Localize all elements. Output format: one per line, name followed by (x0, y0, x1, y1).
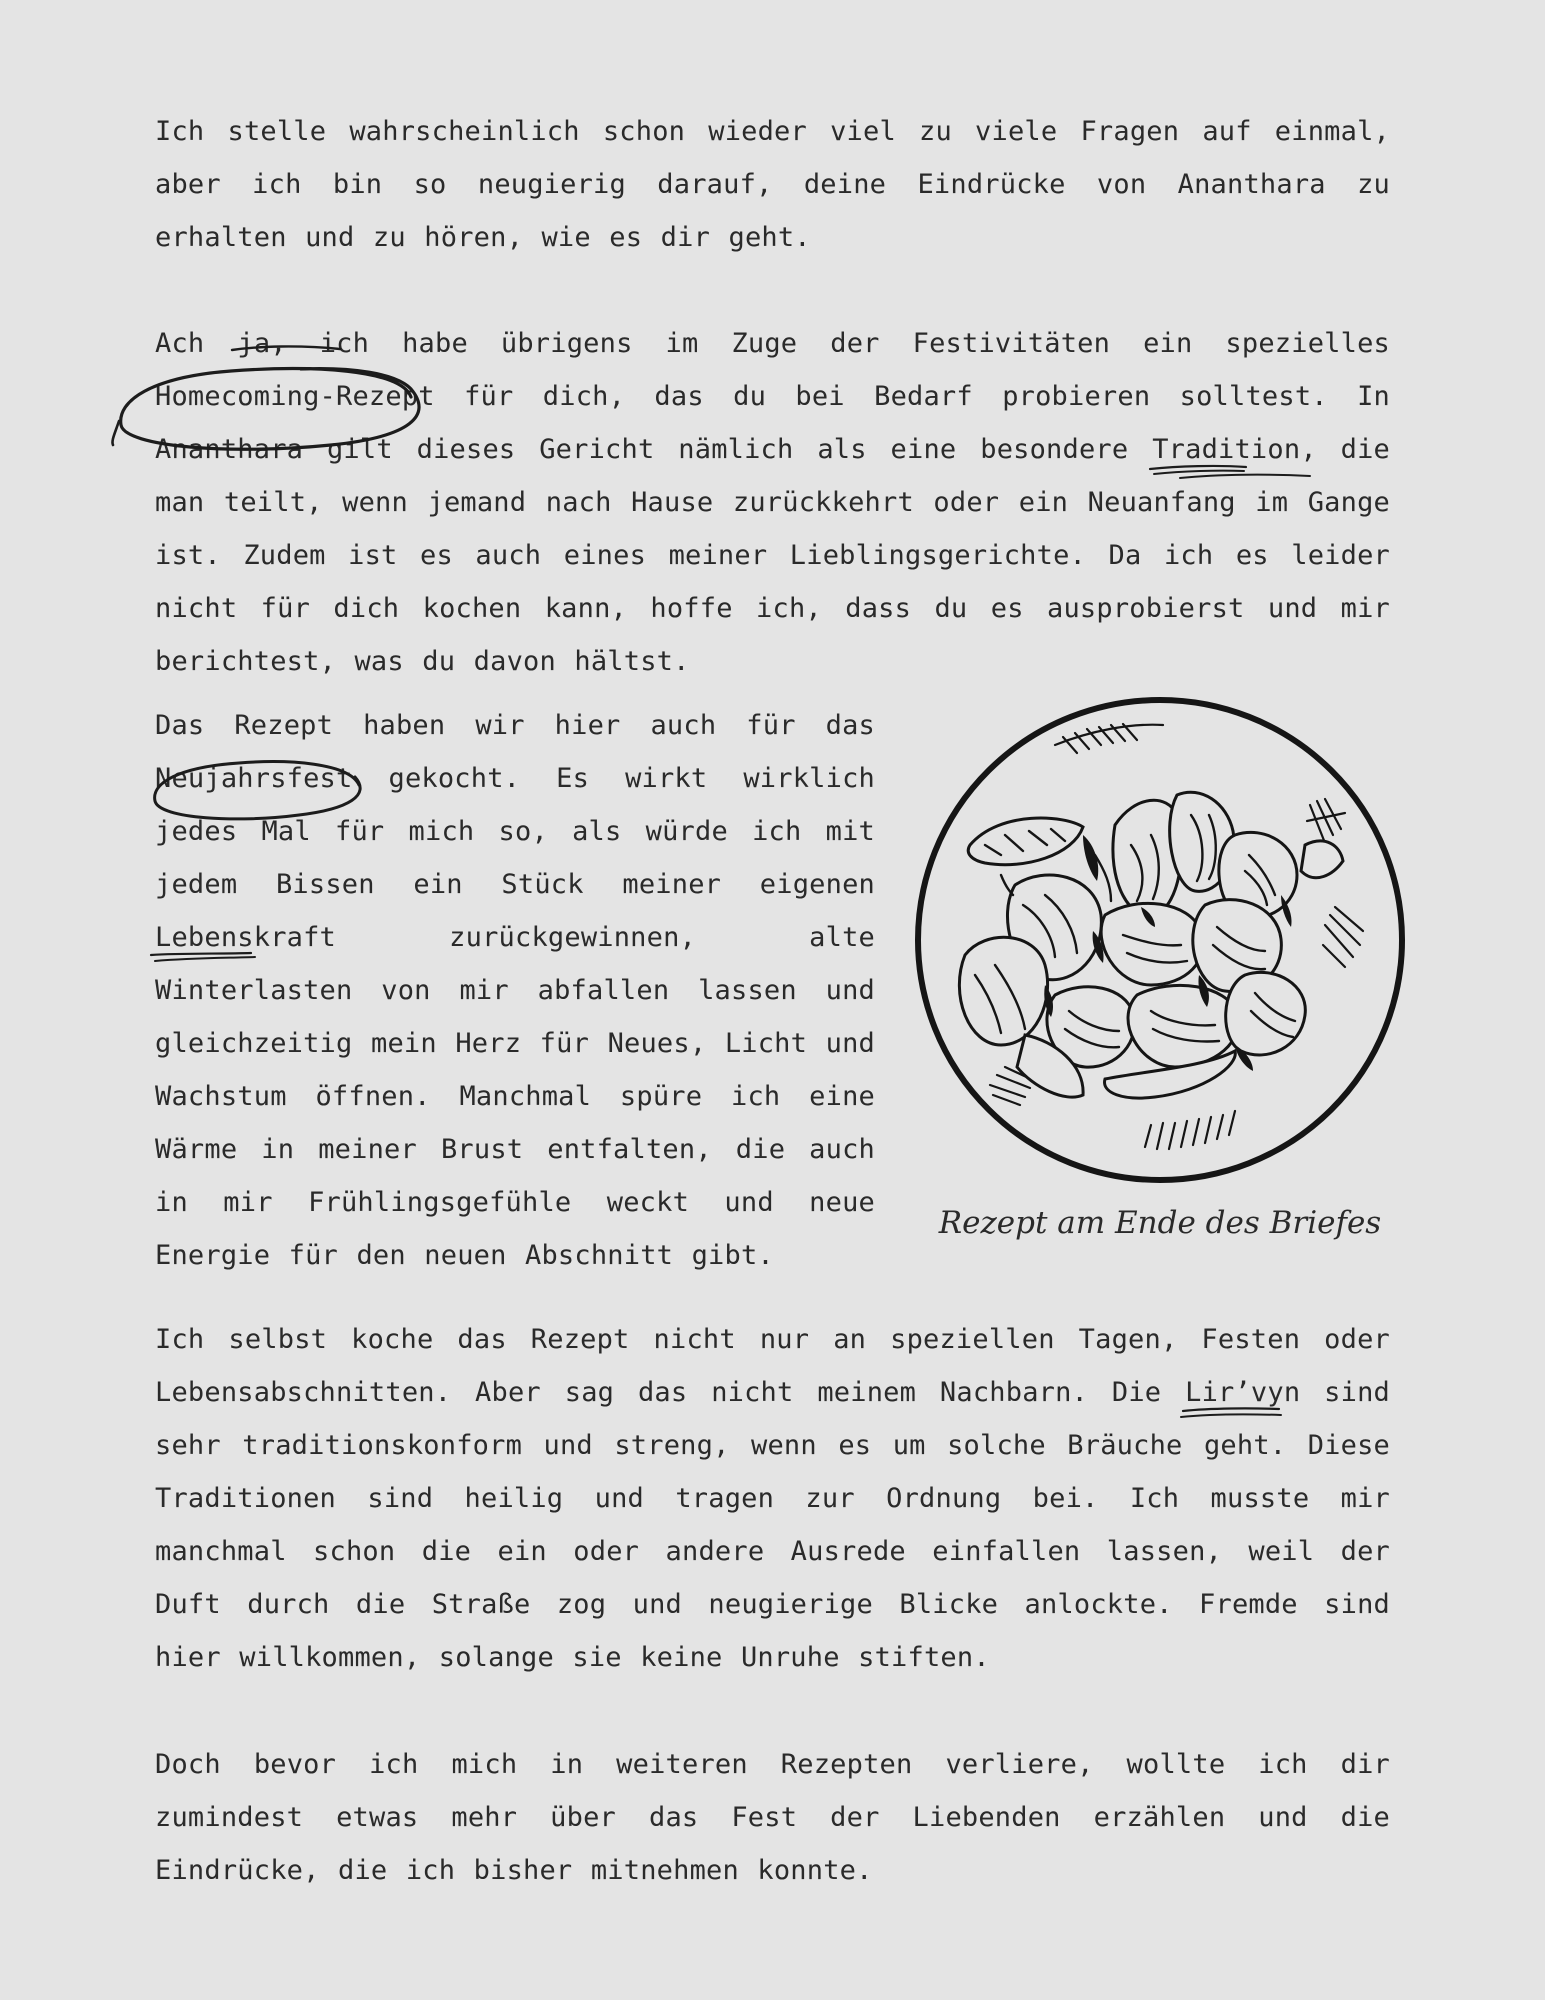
highlight-text: Homecoming-Rezept (155, 381, 435, 412)
circled-homecoming-recipe (155, 381, 435, 412)
text-segment: zurückgewinnen, alte Winterlasten von mir abfallen lassen und gleichzeitig mein Herz für Neues, Licht und Wachstum öffnen. Manchmal spüre ich eine Wärme in meiner Brust entfalten, die auch in mir Frühlingsgefühle weckt und neue Energie für den neuen Abschnitt gibt. (155, 922, 875, 1271)
highlight-text: Lebenskraft (155, 922, 337, 953)
paragraph-homecoming (155, 317, 1390, 688)
text-segment: Das Rezept haben wir hier auch für das (155, 710, 875, 741)
paragraph-fest-der-liebenden: Doch bevor ich mich in weiteren Rezepten verliere, wollte ich dir zumindest etwas mehr über das Fest der Liebenden erzählen und die Eindrücke, die ich bisher mitnehmen konnte. (155, 1749, 1390, 1886)
illustration-caption: Rezept am Ende des Briefes (938, 1205, 1382, 1241)
text-segment: für dich, das du bei Bedarf probieren solltest. In Ananthara gilt dieses Gericht nämlich als eine besondere (155, 381, 1390, 465)
circled-neujahrsfest (155, 763, 352, 794)
text-segment: sind sehr traditionskonform und streng, wenn es um solche Bräuche geht. Diese Traditionen sind heilig und tragen zur Ordnung bei. Ich musste mir manchmal schon die ein oder andere Ausrede einfallen lassen, weil der Duft durch die Straße zog und neugierige Blicke anlockte. Fremde sind hier willkommen, solange sie keine Unruhe stiften. (155, 1377, 1390, 1673)
underlined-lirvyn (1185, 1377, 1300, 1408)
highlight-text: Neujahrsfest (155, 763, 353, 794)
text-segment: Ich selbst koche das Rezept nicht nur an speziellen Tagen, Festen oder Lebensabschnitten. Aber sag das nicht meinem Nachbarn. Die (155, 1324, 1390, 1408)
food-bowl-sketch-icon (905, 695, 1415, 1185)
underlined-lebenskraft (155, 922, 336, 953)
highlight-text: Lir’vyn (1185, 1377, 1301, 1408)
paragraph-questions: Ich stelle wahrscheinlich schon wieder viel zu viele Fragen auf einmal, aber ich bin so neugierig darauf, deine Eindrücke von Ananthara zu erhalten und zu hören, wie es dir geht. (155, 116, 1390, 253)
paragraph-neujahrsfest (155, 699, 875, 1282)
text-segment: Ach ja, ich habe übrigens im Zuge der Festivitäten ein spezielles (155, 328, 1390, 359)
text-segment: , die man teilt, wenn jemand nach Hause zurückkehrt oder ein Neuanfang im Gange ist. Zudem ist es auch eines meiner Lieblingsgerichte. Da ich es leider nicht für dich kochen kann, hoffe ich, dass du es ausprobierst und mir berichtest, was du davon hältst. (155, 434, 1390, 677)
highlight-text: Tradition (1152, 434, 1301, 465)
paragraph-lirvyn (155, 1313, 1390, 1684)
text-segment: gekocht. Es wirkt wirklich jedes Mal für mich so, als würde ich mit jedem Bissen ein Stück meiner eigenen (155, 763, 875, 900)
underlined-tradition (1152, 434, 1300, 465)
